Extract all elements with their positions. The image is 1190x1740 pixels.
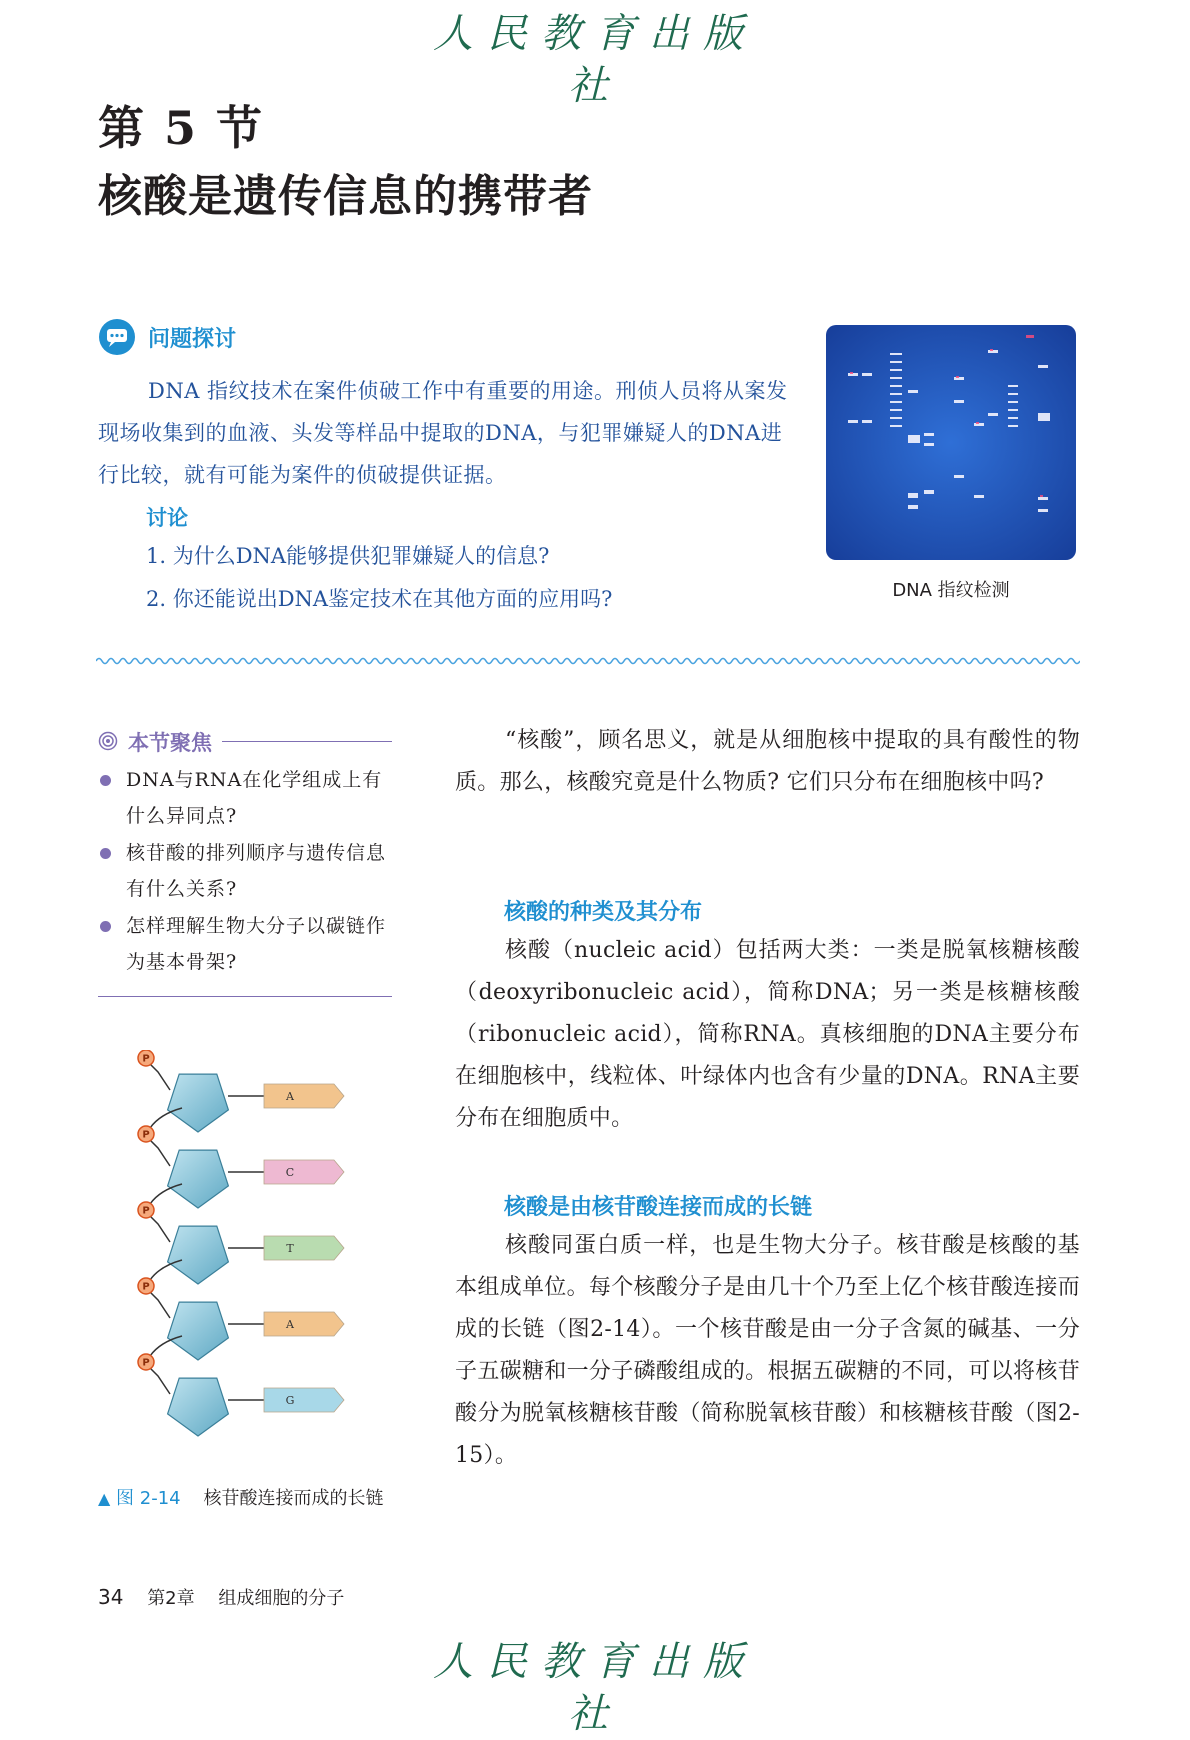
sugar-pentagon-icon xyxy=(168,1302,229,1360)
bullet-icon xyxy=(100,921,111,932)
section-heading: 核酸的种类及其分布 xyxy=(504,900,703,925)
sugar-pentagon-icon xyxy=(168,1378,229,1436)
publisher-logo: 人民教育出版社 xyxy=(433,1639,757,1737)
list-item: DNA与RNA在化学组成上有什么异同点? xyxy=(98,762,398,834)
discussion-heading: 问题探讨 xyxy=(148,327,237,352)
nucleotide-chain-figure xyxy=(130,1050,390,1470)
backbone-bond xyxy=(148,1214,170,1242)
focus-heading-rule xyxy=(222,741,392,742)
base-tag xyxy=(264,1160,344,1184)
chapter-title: 组成细胞的分子 xyxy=(218,1588,345,1609)
base-tag xyxy=(264,1084,344,1108)
bullet-icon xyxy=(100,775,111,786)
base-tag xyxy=(264,1312,344,1336)
body-paragraph: 核酸（nucleic acid）包括两大类：一类是脱氧核糖核酸（deoxyribonucleic acid），简称DNA；另一类是核糖核酸（ribonucleic acid），简称RNA。真核细胞的DNA主要分布在细胞核中，线粒体、叶绿体内也含有少量的DNA。RNA主要分布在细胞质中。 xyxy=(455,938,1080,1131)
backbone-bond xyxy=(148,1062,170,1090)
sugar-pentagon-icon xyxy=(168,1150,229,1208)
section-heading: 核酸是由核苷酸连接而成的长链 xyxy=(504,1195,813,1220)
target-icon xyxy=(98,731,118,751)
base-label: G xyxy=(285,1394,295,1407)
wavy-divider xyxy=(96,654,1080,668)
publisher-logo: 人民教育出版社 xyxy=(433,11,757,109)
focus-bottom-rule xyxy=(98,996,392,997)
backbone-bond xyxy=(148,1366,170,1394)
page-number: 34 xyxy=(98,1585,124,1609)
backbone-bond xyxy=(148,1138,170,1166)
intro-paragraph: “核酸”，顾名思义，就是从细胞核中提取的具有酸性的物质。那么，核酸究竟是什么物质? 它们只分布在细胞核中吗? xyxy=(455,728,1080,795)
base-label: A xyxy=(286,1318,294,1331)
photo-caption: DNA 指纹检测 xyxy=(892,580,1010,601)
discussion-question: 1. 为什么DNA能够提供犯罪嫌疑人的信息? xyxy=(146,544,550,568)
sugar-pentagon-icon xyxy=(168,1226,229,1284)
list-item: 核苷酸的排列顺序与遗传信息有什么关系? xyxy=(98,835,398,907)
chapter-label: 第2章 xyxy=(147,1588,195,1609)
base-label: A xyxy=(286,1090,294,1103)
page-footer xyxy=(98,1584,344,1610)
base-label: T xyxy=(286,1242,294,1255)
sugar-pentagon-icon xyxy=(168,1074,229,1132)
caption-marker: ▲ xyxy=(98,1489,111,1508)
section-number-title: 第 5 节 xyxy=(98,101,265,155)
figure-number: 图 2-14 xyxy=(116,1488,181,1509)
list-item: 怎样理解生物大分子以碳链作为基本骨架? xyxy=(98,908,398,980)
phosphate-label: P xyxy=(142,1357,150,1369)
phosphate-label: P xyxy=(142,1205,150,1217)
focus-list xyxy=(98,762,398,981)
focus-heading: 本节聚焦 xyxy=(128,731,212,755)
figure-caption xyxy=(98,1484,384,1510)
phosphate-label: P xyxy=(142,1053,150,1065)
chat-bubble-icon xyxy=(98,318,136,356)
discussion-question: 2. 你还能说出DNA鉴定技术在其他方面的应用吗? xyxy=(146,587,613,611)
section-title: 核酸是遗传信息的携带者 xyxy=(98,171,593,222)
phosphate-label: P xyxy=(142,1129,150,1141)
base-tag xyxy=(264,1236,344,1260)
discussion-paragraph: DNA 指纹技术在案件侦破工作中有重要的用途。刑侦人员将从案发现场收集到的血液、头发等样品中提取的DNA，与犯罪嫌疑人的DNA进行比较，就有可能为案件的侦破提供证据。 xyxy=(98,379,788,487)
backbone-bond xyxy=(148,1290,170,1318)
base-tag xyxy=(264,1388,344,1412)
bullet-icon xyxy=(100,848,111,859)
dna-fingerprint-photo xyxy=(826,325,1076,560)
phosphate-label: P xyxy=(142,1281,150,1293)
figure-caption-text: 核苷酸连接而成的长链 xyxy=(203,1488,384,1509)
base-label: C xyxy=(285,1166,295,1179)
body-paragraph: 核酸同蛋白质一样，也是生物大分子。核苷酸是核酸的基本组成单位。每个核酸分子是由几十个乃至上亿个核苷酸连接而成的长链（图2-14）。一个核苷酸是由一分子含氮的碱基、一分子五碳糖和一分子磷酸组成的。根据五碳糖的不同，可以将核苷酸分为脱氧核糖核苷酸（简称脱氧核苷酸）和核糖核苷酸（图2-15）。 xyxy=(455,1233,1080,1468)
discussion-sub-heading: 讨论 xyxy=(146,506,188,530)
